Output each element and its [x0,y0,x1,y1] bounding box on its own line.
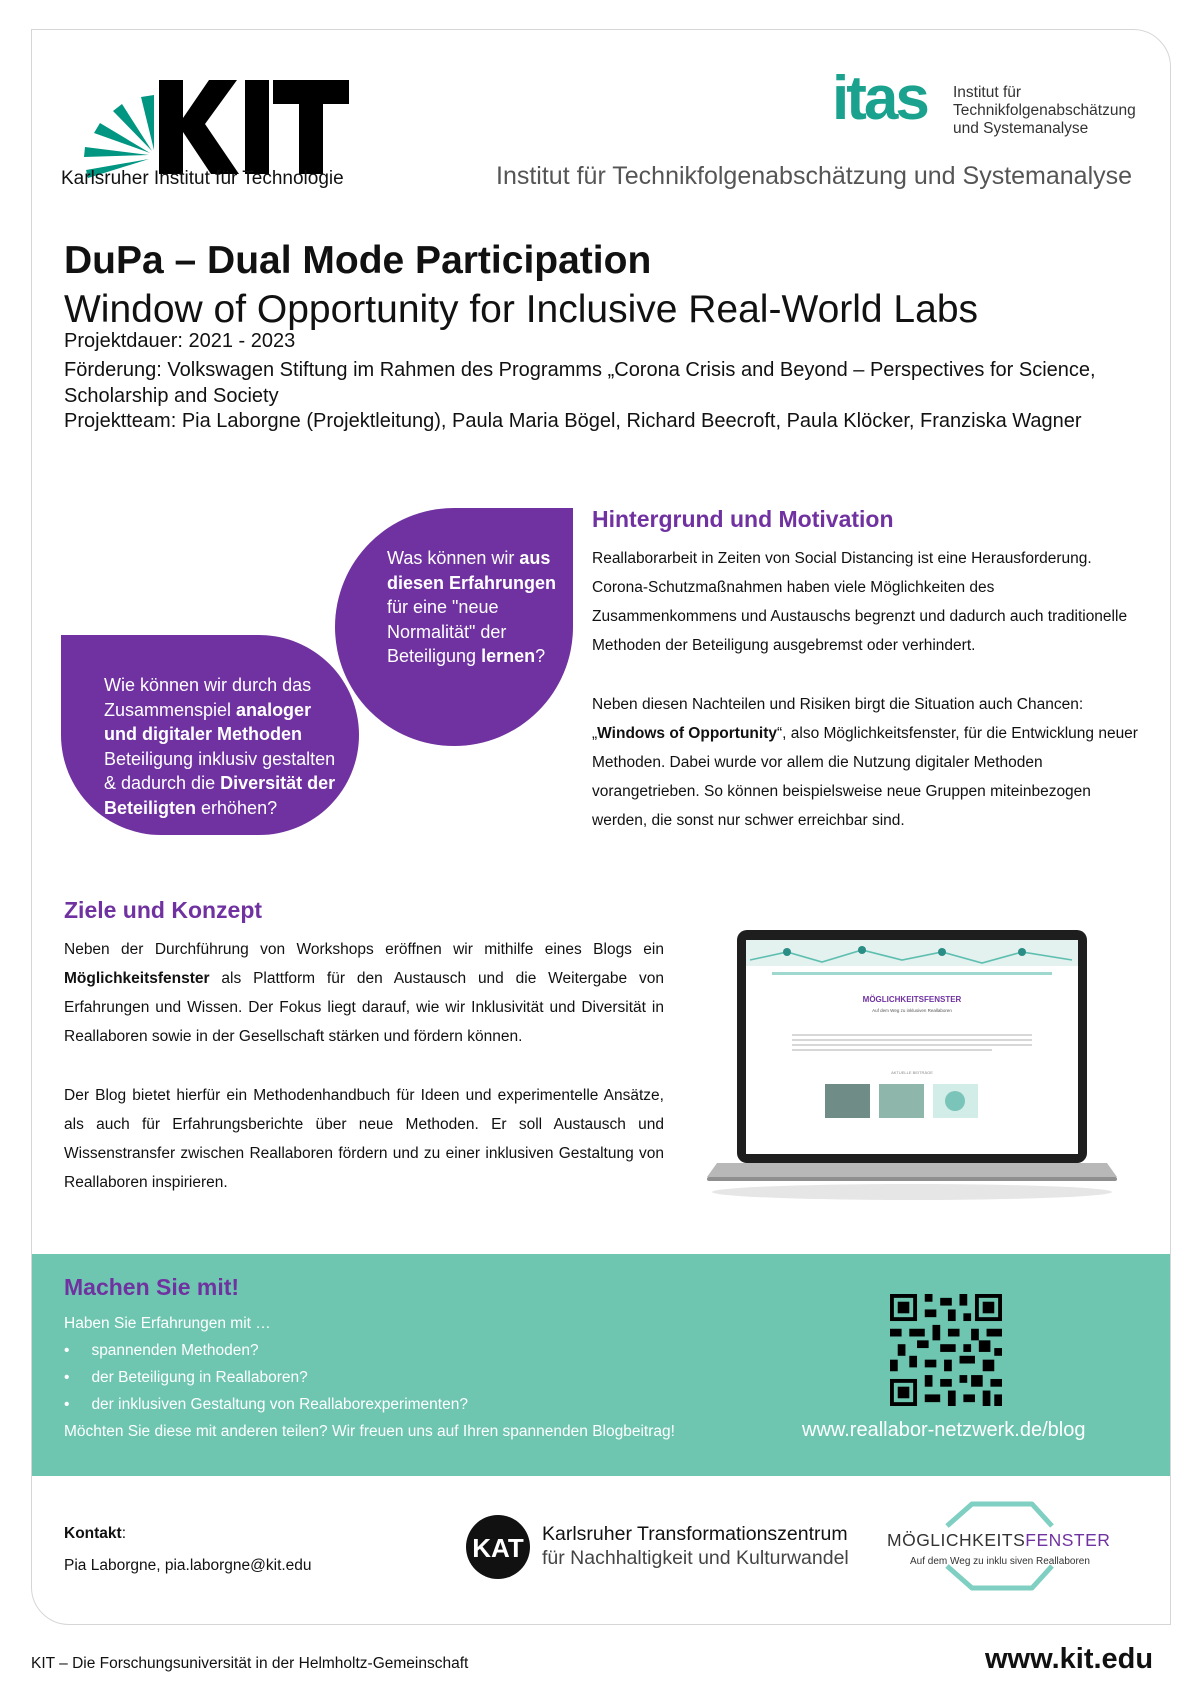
footer-url-link[interactable]: www.kit.edu [985,1643,1154,1675]
join-heading: Machen Sie mit! [64,1274,240,1300]
join-outro: Möchten Sie diese mit anderen teilen? Wir freuen uns auf Ihren spannenden Blogbeitrag! [64,1423,675,1440]
kat-logo-icon [464,1513,532,1581]
background-paragraph-2: Neben diesen Nachteilen und Risiken birgt die Situation auch Chancen: „Windows of Opportunity“, also Möglichkeitsfenster, für die Entwicklung neuer Methoden. Dabei wurde vor allem die Nutzung digitaler Methoden vorangetrieben. So können beispielsweise neue Gruppen miteinbezogen werden, die sonst nur schwer erreichbar sind. [592,696,1138,829]
question-bubble-inclusion: Wie können wir durch das Zusammenspiel analoger und digitaler Methoden Beteiligung inklusiv gestalten & dadurch die Diversität der Beteiligten erhöhen? [61,635,359,835]
question-bubble-learn: Was können wir aus diesen Erfahrungen für eine "neue Normalität" der Beteiligung lernen? [335,508,573,746]
itas-name: Institut für Technikfolgenabschätzung und Systemanalyse [953,84,1136,137]
footer-claim: KIT – Die Forschungsuniversität in der Helmholtz-Gemeinschaft [31,1655,469,1672]
itas-logo: itas [832,64,927,133]
poster-title: DuPa – Dual Mode Participation [64,239,652,282]
laptop-blog-image [692,930,1132,1205]
poster-subtitle: Window of Opportunity for Inclusive Real-World Labs [64,288,979,331]
join-intro: Haben Sie Erfahrungen mit … [64,1315,271,1332]
blog-url-link[interactable]: www.reallabor-netzwerk.de/blog [802,1419,1086,1441]
list-item: • der inklusiven Gestaltung von Reallaborexperimenten? [64,1396,468,1413]
screen-section: AKTUELLE BEITRÄGE [891,1070,933,1075]
project-duration: Projektdauer: 2021 - 2023 [64,330,296,352]
kat-name: Karlsruher Transformationszentrum für Nachhaltigkeit und Kulturwandel [542,1523,849,1569]
moeglichkeitsfenster-tagline: Auf dem Weg zu inklu siven Reallaboren [910,1556,1090,1567]
kit-subtitle: Karlsruher Institut für Technologie [61,168,344,189]
goals-heading: Ziele und Konzept [64,897,263,923]
screen-brand: MÖGLICHKEITSFENSTER [862,995,962,1004]
list-item: • der Beteiligung in Reallaboren? [64,1369,308,1386]
kit-logo [59,56,379,216]
background-heading: Hintergrund und Motivation [592,506,894,532]
project-team: Projektteam: Pia Laborgne (Projektleitung), Paula Maria Bögel, Richard Beecroft, Paula Klöcker, Franziska Wagner [64,410,1082,432]
qr-code[interactable] [890,1294,1002,1406]
call-to-action-band [32,1254,1170,1476]
background-paragraph-1: Reallaborarbeit in Zeiten von Social Distancing ist eine Herausforderung. Corona-Schutzmaßnahmen haben viele Möglichkeiten des Zusammenkommens und Austauschs begrenzt und dadurch auch traditionelle Methoden der Beteiligung ausgebremst oder verhindert. [592,550,1128,654]
kat-mark: KAT [472,1533,524,1563]
contact-label: Kontakt: [64,1525,127,1542]
goals-paragraph-1: Neben der Durchführung von Workshops eröffnen wir mithilfe eines Blogs ein Möglichkeitsfenster als Plattform für den Austausch und die Weitergabe von Erfahrungen und Wissen. Der Fokus liegt darauf, wie wir Inklusivität und Diversität in Reallaboren sowie in der Gesellschaft stärken und fördern können. [64,941,664,1045]
contact-email[interactable]: Pia Laborgne, pia.laborgne@kit.edu [64,1557,312,1574]
moeglichkeitsfenster-wordmark: MÖGLICHKEITSFENSTER [887,1530,1111,1550]
project-funding: Förderung: Volkswagen Stiftung im Rahmen des Programms „Corona Crisis and Beyond – Perspectives for Science, Scholarship and Society [64,359,1096,407]
goals-paragraph-2: Der Blog bietet hierfür ein Methodenhandbuch für Ideen und experimentelle Ansätze, als auch für Erfahrungsberichte über neue Methoden. Er soll Austausch und Wissenstransfer zwischen Reallaboren fördern und zu einer inklusiven Gestaltung von Reallaboren inspirieren. [64,1087,664,1191]
list-item: • spannenden Methoden? [64,1342,259,1359]
poster-frame [31,29,1171,1625]
screen-tagline: Auf dem Weg zu inklusiven Reallaboren [872,1008,952,1013]
institute-name: Institut für Technikfolgenabschätzung und Systemanalyse [496,162,1133,190]
